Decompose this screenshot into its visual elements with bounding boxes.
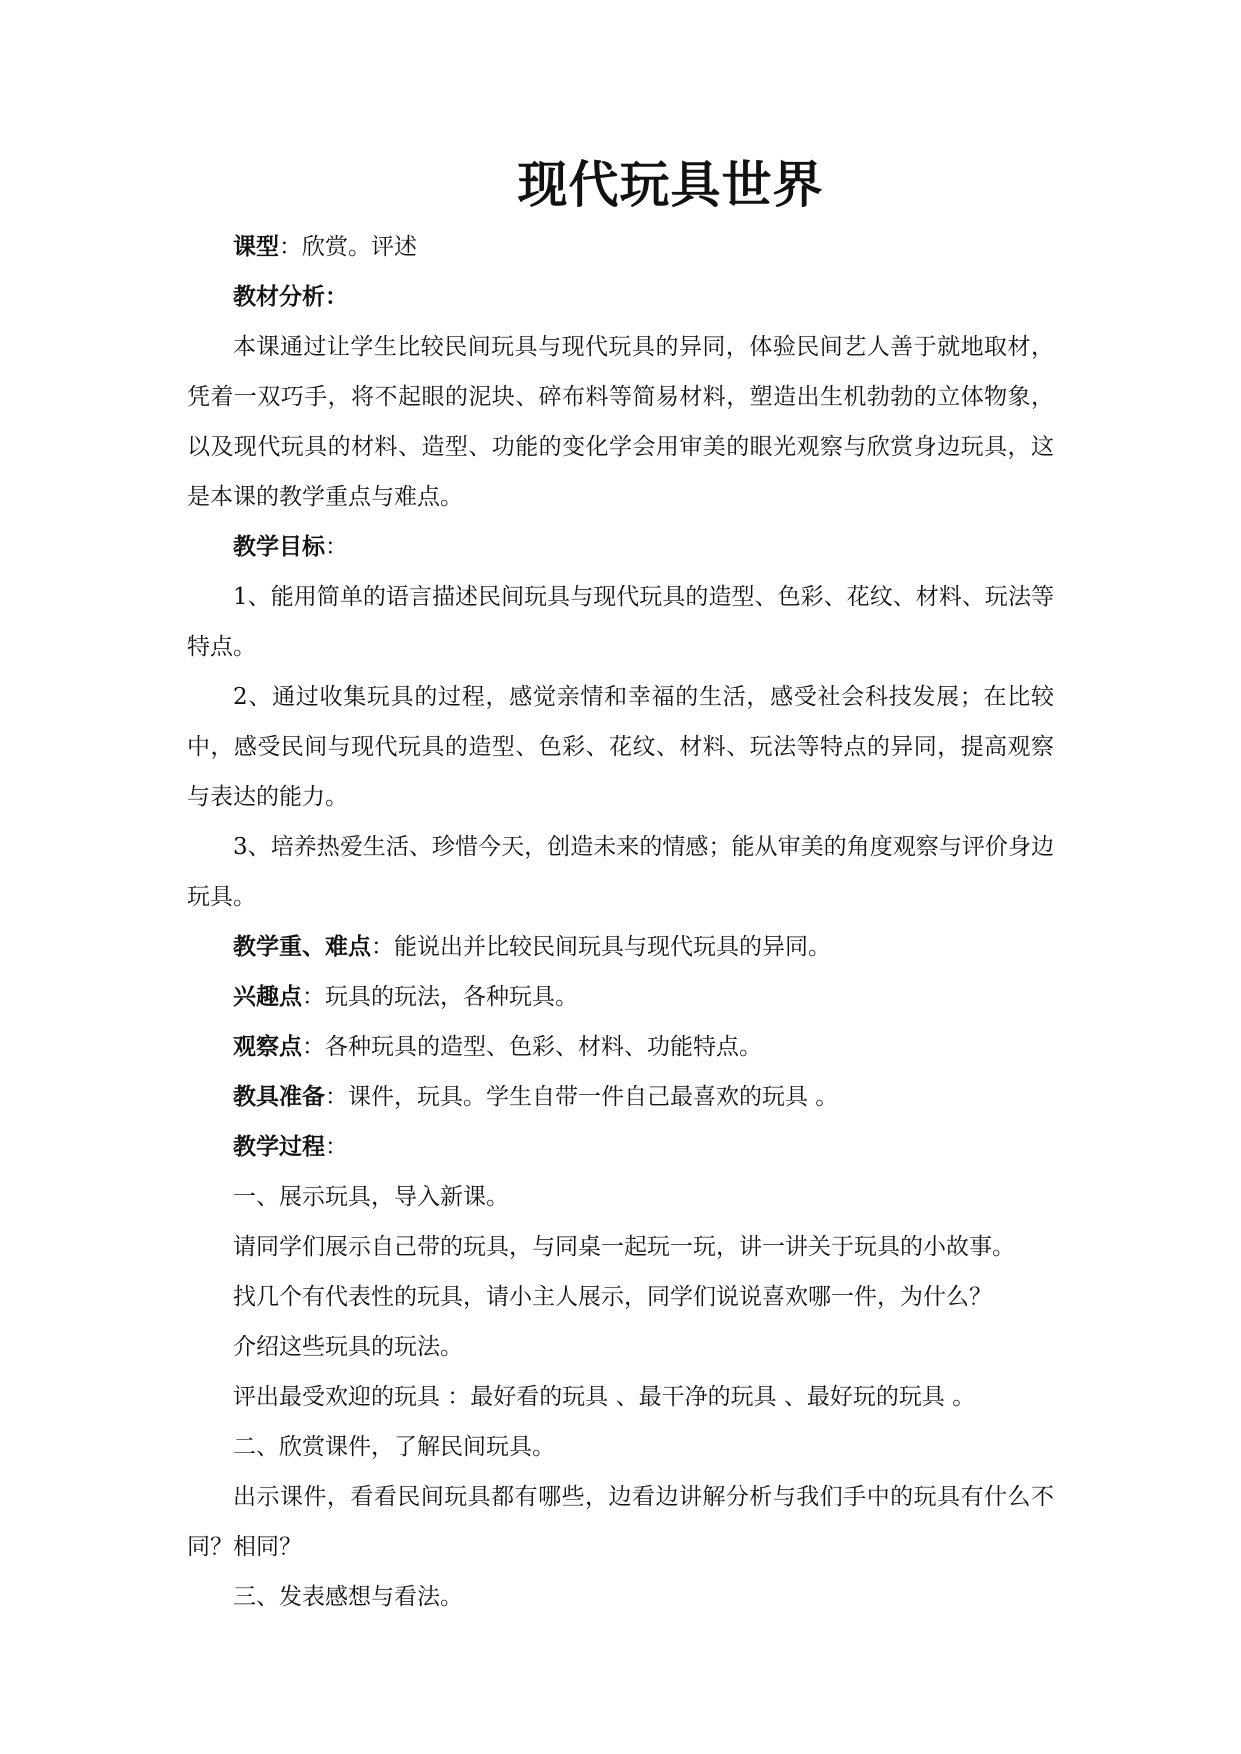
process-label: 教学过程 bbox=[233, 1134, 325, 1160]
teaching-aids-value: 课件，玩具。学生自带一件自己最喜欢的玩具 。 bbox=[348, 1084, 839, 1110]
objectives-label: 教学目标 bbox=[233, 534, 325, 560]
observation-points-sep: ： bbox=[302, 1034, 325, 1060]
teaching-aids-sep: ： bbox=[325, 1084, 348, 1110]
interest-points-line bbox=[187, 972, 1054, 1022]
observation-points-line bbox=[187, 1022, 1054, 1072]
material-analysis-body: 本课通过让学生比较民间玩具与现代玩具的异同，体验民间艺人善于就地取材，凭着一双巧手，将不起眼的泥块、碎布料等简易材料，塑造出生机勃勃的立体物象，以及现代玩具的材料、造型、功能的变化学会用审美的眼光观察与欣赏身边玩具，这是本课的教学重点与难点。 bbox=[187, 334, 1054, 510]
process-paragraph: 找几个有代表性的玩具，请小主人展示，同学们说说喜欢哪一件，为什么？ bbox=[233, 1284, 992, 1310]
document-body bbox=[187, 222, 1054, 1622]
process-paragraph: 二、欣赏课件，了解民间玩具。 bbox=[233, 1434, 555, 1460]
interest-points-label: 兴趣点 bbox=[233, 984, 302, 1010]
course-type-label: 课型 bbox=[233, 234, 279, 260]
key-points-sep: ： bbox=[371, 934, 394, 960]
process-paragraph: 出示课件，看看民间玩具都有哪些，边看边讲解分析与我们手中的玩具有什么不同？相同？ bbox=[187, 1484, 1054, 1560]
observation-points-label: 观察点 bbox=[233, 1034, 302, 1060]
course-type-line bbox=[187, 222, 1054, 272]
observation-points-value: 各种玩具的造型、色彩、材料、功能特点。 bbox=[325, 1034, 762, 1060]
process-paragraph: 三、发表感想与看法。 bbox=[233, 1584, 463, 1610]
interest-points-sep: ： bbox=[302, 984, 325, 1010]
key-points-line bbox=[187, 922, 1054, 972]
process-paragraph: 评出最受欢迎的玩具 ：最好看的玩具 、最干净的玩具 、最好玩的玩具 。 bbox=[233, 1384, 976, 1410]
course-type-sep: ： bbox=[279, 234, 302, 260]
course-type-value: 欣赏。评述 bbox=[302, 234, 417, 260]
objective-item: 1、能用简单的语言描述民间玩具与现代玩具的造型、色彩、花纹、材料、玩法等特点。 bbox=[187, 584, 1054, 660]
teaching-aids-line bbox=[187, 1072, 1054, 1122]
document-title: 现代玩具世界 bbox=[517, 156, 824, 214]
material-analysis-label: 教材分析： bbox=[233, 284, 348, 310]
process-sep: ： bbox=[325, 1134, 348, 1160]
process-heading bbox=[187, 1122, 1054, 1172]
key-points-value: 能说出并比较民间玩具与现代玩具的异同。 bbox=[394, 934, 831, 960]
objective-item: 2、通过收集玩具的过程，感觉亲情和幸福的生活，感受社会科技发展；在比较中，感受民间与现代玩具的造型、色彩、花纹、材料、玩法等特点的异同，提高观察与表达的能力。 bbox=[187, 684, 1054, 810]
objective-item: 3、培养热爱生活、珍惜今天，创造未来的情感；能从审美的角度观察与评价身边玩具。 bbox=[187, 834, 1054, 910]
process-paragraph: 请同学们展示自己带的玩具，与同桌一起玩一玩，讲一讲关于玩具的小故事。 bbox=[233, 1234, 1015, 1260]
objectives-sep: ： bbox=[325, 534, 348, 560]
interest-points-value: 玩具的玩法，各种玩具。 bbox=[325, 984, 578, 1010]
teaching-aids-label: 教具准备 bbox=[233, 1084, 325, 1110]
process-paragraph: 一、展示玩具，导入新课。 bbox=[233, 1184, 509, 1210]
key-points-label: 教学重、难点 bbox=[233, 934, 371, 960]
process-paragraph: 介绍这些玩具的玩法。 bbox=[233, 1334, 463, 1360]
objectives-heading bbox=[187, 522, 1054, 572]
material-analysis-heading bbox=[187, 272, 1054, 322]
